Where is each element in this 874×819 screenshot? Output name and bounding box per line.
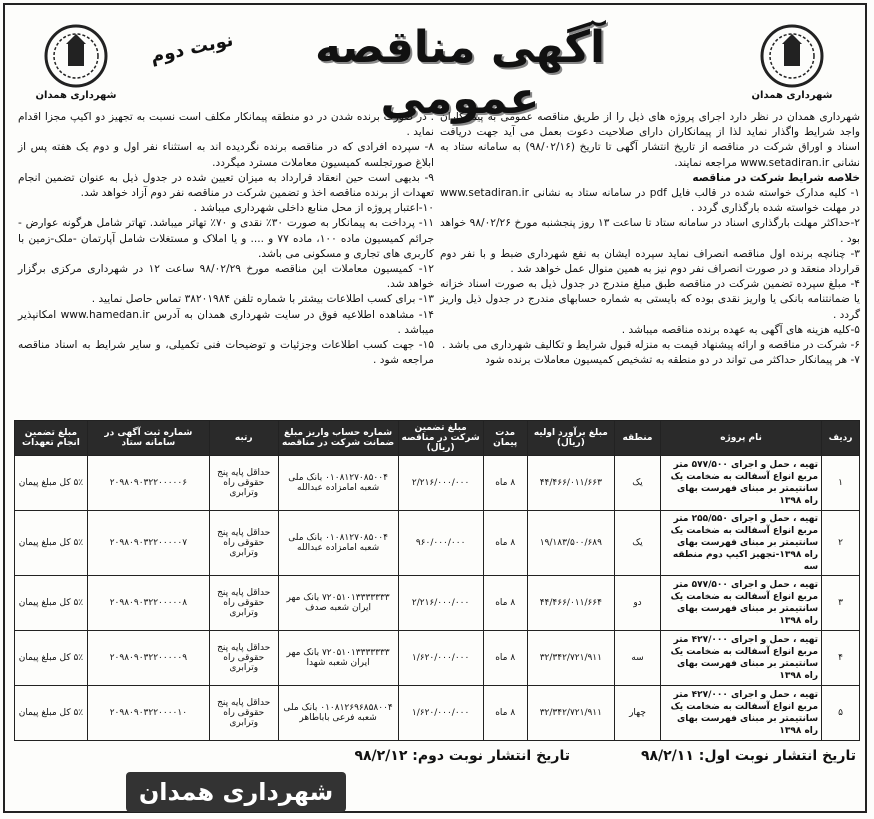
cell-region: چهار [614, 686, 660, 741]
cell-rank: حداقل پایه پنج حقوقی راه وترابری [209, 456, 278, 511]
cell-row-number: ۲ [822, 511, 860, 576]
cell-duration: ۸ ماه [483, 456, 527, 511]
conditions-heading: خلاصه شرایط شرکت در مناقصه [692, 171, 860, 184]
cell-estimate: ۱۹/۱۸۳/۵۰۰/۶۸۹ [527, 511, 614, 576]
round-label: نوبت دوم [148, 29, 236, 68]
cell-region: یک [614, 456, 660, 511]
cell-estimate: ۴۴/۴۶۶/۰۱۱/۶۶۳ [527, 456, 614, 511]
logo-caption: شهرداری همدان [751, 90, 833, 101]
condition-item: ۱۴- مشاهده اطلاعیه فوق در سایت شهرداری همدان به آدرس www.hamedan.ir امکانپذیر میباشد . [18, 308, 434, 336]
cell-bid-guarantee: ۲/۲۱۶/۰۰۰/۰۰۰ [398, 576, 483, 631]
condition-item: ۱۵- جهت کسب اطلاعات وجزئیات و توضیحات فنی تکمیلی، و سایر شرایط به اسناد مناقصه مراجعه شود . [18, 339, 434, 367]
cell-duration: ۸ ماه [483, 576, 527, 631]
cell-region: یک [614, 511, 660, 576]
cell-setad-number: ۲۰۹۸۰۹۰۳۲۲۰۰۰۰۰۸ [87, 576, 209, 631]
first-publication-date: تاریخ انتشار نوبت اول: ۹۸/۲/۱۱ [640, 748, 856, 764]
cell-estimate: ۴۴/۴۶۶/۰۱۱/۶۶۴ [527, 576, 614, 631]
logo-caption: شهرداری همدان [35, 90, 117, 101]
cell-rank: حداقل پایه پنج حقوقی راه وترابری [209, 511, 278, 576]
cell-performance-guarantee: ۵٪ کل مبلغ پیمان [15, 631, 88, 686]
cell-rank: حداقل پایه پنج حقوقی راه وترابری [209, 631, 278, 686]
cell-performance-guarantee: ۵٪ کل مبلغ پیمان [15, 456, 88, 511]
cell-project-name: تهیه ، حمل و اجرای ۴۲۷/۰۰۰ متر مربع انواع آسفالت به ضخامت یک سانتیمتر بر مبنای فهرست بهای راه ۱۳۹۸ [661, 686, 822, 741]
column-header: رتبه [209, 421, 278, 456]
cell-setad-number: ۲۰۹۸۰۹۰۳۲۲۰۰۰۰۰۹ [87, 631, 209, 686]
conditions-right-column [440, 110, 860, 368]
cell-bid-guarantee: ۲/۲۱۶/۰۰۰/۰۰۰ [398, 456, 483, 511]
condition-item: ۱۰-اعتبار پروژه از محل منابع داخلی شهرداری میباشد . [193, 202, 434, 215]
cell-account: ۰۱۰۸۱۲۷۰۸۵۰۰۴ بانک ملی شعبه امامزاده عبدالله [278, 456, 398, 511]
table-row [15, 631, 860, 686]
intro-paragraph: شهرداری همدان در نظر دارد اجرای پروژه های ذیل را از طریق مناقصه عمومی به پیمانکاران واجد شرایط واگذار نماید لذا از پیمانکاران دارای صلاحیت دعوت بعمل می آید جهت دریافت اسناد و اوراق شرکت در مناقصه از تاریخ انتشار آگهی تا تاریخ (۹۸/۰۲/۱۶) به سامانه ستاد به نشانی www.setadiran.ir مراجعه نمایند. [440, 111, 860, 169]
cell-account: ۷۲۰۵۱۰۱۳۳۳۳۳۳۳ بانک مهر ایران شعبه صدف [278, 576, 398, 631]
second-publication-date: تاریخ انتشار نوبت دوم: ۹۸/۲/۱۲ [354, 748, 570, 764]
cell-account: ۰۱۰۸۱۲۷۰۸۵۰۰۴ بانک ملی شعبه امامزاده عبدالله [278, 511, 398, 576]
condition-item: ۵-کلیه هزینه های آگهی به عهده برنده مناقصه میباشد . [621, 323, 860, 336]
column-header: شماره حساب واریز مبلغ ضمانت شرکت در مناقصه [278, 421, 398, 456]
cell-bid-guarantee: ۱/۶۲۰/۰۰۰/۰۰۰ [398, 686, 483, 741]
column-header: مبلغ تضمین انجام تعهدات [15, 421, 88, 456]
cell-performance-guarantee: ۵٪ کل مبلغ پیمان [15, 686, 88, 741]
cell-rank: حداقل پایه پنج حقوقی راه وترابری [209, 576, 278, 631]
column-header: شماره ثبت آگهی در سامانه ستاد [87, 421, 209, 456]
table-header-row [15, 421, 860, 456]
table-row [15, 511, 860, 576]
cell-performance-guarantee: ۵٪ کل مبلغ پیمان [15, 576, 88, 631]
column-header: مبلغ تضمین شرکت در مناقصه (ریال) [398, 421, 483, 456]
cell-account: ۷۲۰۵۱۰۱۳۳۳۳۳۳۳ بانک مهر ایران شعبه شهدا [278, 631, 398, 686]
page-title: آگهی مناقصه عمومی [314, 22, 606, 124]
condition-item: ۱۱- پرداخت به پیمانکار به صورت ۳۰٪ نقدی و ۷۰٪ تهاتر میباشد. تهاتر شامل هرگونه عوارض - جرائم کمیسیون ماده ۱۰۰، ماده ۷۷ و .... و یا املاک و مستغلات شامل آپارتمان -ملک-زمین با کاربری های تجاری و مسکونی می باشد. [18, 217, 434, 260]
cell-bid-guarantee: ۱/۶۲۰/۰۰۰/۰۰۰ [398, 631, 483, 686]
cell-row-number: ۳ [822, 576, 860, 631]
cell-region: سه [614, 631, 660, 686]
cell-project-name: تهیه ، حمل و اجرای ۴۲۷/۰۰۰ متر مربع انواع آسفالت به ضخامت یک سانتیمتر بر مبنای فهرست بهای راه ۱۳۹۸ [661, 631, 822, 686]
condition-item: ۹- بدیهی است حین انعقاد قرارداد به میزان تعیین شده در جدول ذیل به عنوان تضمین انجام تعهدات از برنده مناقصه اخذ و تضمین شرکت در مناقصه نفر دوم آزاد خواهد شد. [18, 171, 434, 200]
table-row [15, 456, 860, 511]
table-row [15, 576, 860, 631]
municipality-logo-left [36, 22, 116, 102]
cell-bid-guarantee: ۹۶۰/۰۰۰/۰۰۰ [398, 511, 483, 576]
cell-project-name: تهیه ، حمل و اجرای ۵۷۷/۵۰۰ متر مربع انواع آسفالت به ضخامت یک سانتیمتر بر مبنای فهرست بهای راه ۱۳۹۸ [661, 576, 822, 631]
footer-org-name: شهرداری همدان [126, 772, 346, 812]
condition-item: . در صورت برنده شدن در دو منطقه پیمانکار مکلف است نسبت به تجهیز دو اکیپ مجزا اقدام نماید . [18, 111, 434, 139]
cell-project-name: تهیه ، حمل و اجرای ۲۵۵/۵۵۰ متر مربع انواع آسفالت به ضخامت یک سانتیمتر بر مبنای فهرست بهای راه ۱۳۹۸-تجهیز اکیپ دوم منطقه سه [661, 511, 822, 576]
cell-row-number: ۴ [822, 631, 860, 686]
cell-account: ۰۱۰۸۱۲۶۹۶۸۵۸۰۰۴ بانک ملی شعبه فرعی باباطاهر [278, 686, 398, 741]
cell-duration: ۸ ماه [483, 511, 527, 576]
column-header: مبلغ برآورد اولیه (ریال) [527, 421, 614, 456]
condition-item: ۱۳- برای کسب اطلاعات بیشتر با شماره تلفن ۳۸۲۰۱۹۸۴ تماس حاصل نمایید . [91, 293, 434, 306]
table-row [15, 686, 860, 741]
cell-rank: حداقل پایه پنج حقوقی راه وترابری [209, 686, 278, 741]
column-header: نام پروژه [661, 421, 822, 456]
condition-item: ۶- شرکت در مناقصه و ارائه پیشنهاد قیمت به منزله قبول شرایط و تکالیف شهرداری می باشد . [441, 339, 860, 352]
column-header: منطقه [614, 421, 660, 456]
condition-item: ۴- مبلغ سپرده تضمین شرکت در مناقصه طبق مبلغ مندرج در جدول ذیل به صورت اسناد خزانه یا ضمانتنامه بانکی یا واریز نقدی بوده که بایستی به شماره حسابهای مندرج در جدول ذیل واریز گردد . [440, 278, 860, 321]
cell-row-number: ۱ [822, 456, 860, 511]
condition-item: ۱۲- کمیسیون معاملات این مناقصه مورخ ۹۸/۰۲/۲۹ ساعت ۱۲ در شهرداری مرکزی برگزار خواهد شد. [18, 263, 434, 291]
cell-duration: ۸ ماه [483, 631, 527, 686]
condition-item: ۳- چنانچه برنده اول مناقصه انصراف نماید سپرده ایشان به نفع شهرداری ضبط و با نفر دوم قرارداد منعقد و در صورت انصراف نفر دوم نیز به همین منوال عمل خواهد شد . [440, 247, 860, 276]
cell-setad-number: ۲۰۹۸۰۹۰۳۲۲۰۰۰۰۰۶ [87, 456, 209, 511]
cell-setad-number: ۲۰۹۸۰۹۰۳۲۲۰۰۰۰۱۰ [87, 686, 209, 741]
condition-item: ۲-حداکثر مهلت بارگذاری اسناد در سامانه ستاد تا ساعت ۱۳ روز پنجشنبه مورخ ۹۸/۰۲/۲۶ خواهد بود . [440, 217, 860, 245]
condition-item: ۱- کلیه مدارک خواسته شده در قالب فایل pdf در سامانه ستاد به نشانی www.setadiran.ir در مهلت خواسته شده بارگذاری گردد . [440, 187, 860, 215]
municipality-logo-right [752, 22, 832, 102]
cell-row-number: ۵ [822, 686, 860, 741]
column-header: ردیف [822, 421, 860, 456]
cell-duration: ۸ ماه [483, 686, 527, 741]
cell-performance-guarantee: ۵٪ کل مبلغ پیمان [15, 511, 88, 576]
cell-region: دو [614, 576, 660, 631]
projects-table [14, 420, 860, 741]
condition-item: ۷- هر پیمانکار حداکثر می تواند در دو منطقه به تشخیص کمیسیون معاملات برنده شود [485, 354, 860, 367]
column-header: مدت پیمان [483, 421, 527, 456]
cell-estimate: ۳۲/۳۴۲/۷۲۱/۹۱۱ [527, 631, 614, 686]
condition-item: ۸- سپرده افرادی که در مناقصه برنده نگردیده اند به استثناء نفر اول و دوم یک هفته پس از ابلاغ صورتجلسه کمیسیون معاملات مسترد میگردد. [18, 141, 434, 169]
cell-estimate: ۳۲/۳۴۲/۷۲۱/۹۱۱ [527, 686, 614, 741]
cell-project-name: تهیه ، حمل و اجرای ۵۷۷/۵۰۰ متر مربع انواع آسفالت به ضخامت یک سانتیمتر بر مبنای فهرست بهای راه ۱۳۹۸ [661, 456, 822, 511]
cell-setad-number: ۲۰۹۸۰۹۰۳۲۲۰۰۰۰۰۷ [87, 511, 209, 576]
conditions-left-column [18, 110, 434, 368]
